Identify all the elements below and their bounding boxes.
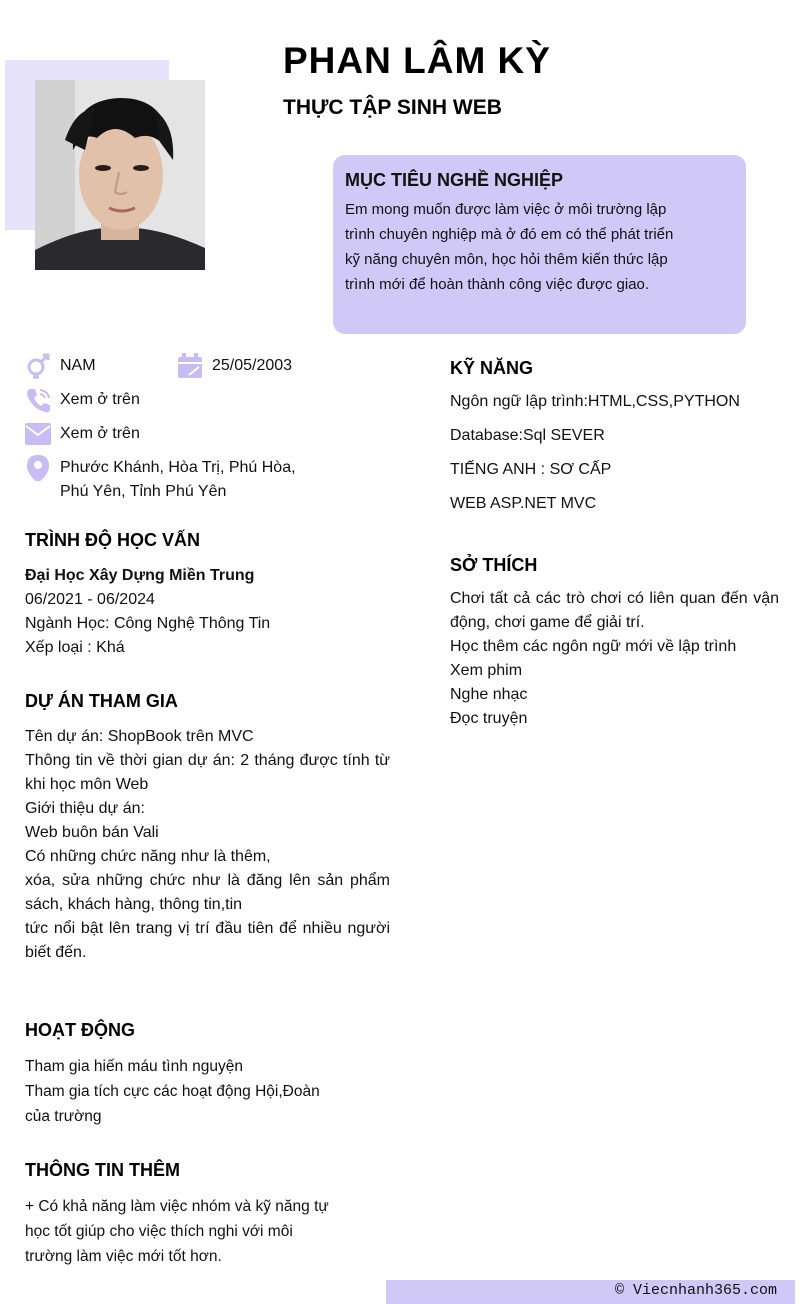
activities-content	[25, 1054, 335, 1129]
project-line-1: Web buôn bán Vali	[25, 824, 159, 841]
address-row	[25, 455, 296, 504]
project-line-4: tức nổi bật lên trang vị trí đầu tiên để nhiều người biết đến.	[25, 920, 390, 961]
hobby-line-1: Chơi tất cả các trò chơi có liên quan đến vận động, chơi game để giải trí.	[450, 590, 779, 631]
phone-icon	[25, 387, 51, 413]
education-content	[25, 564, 395, 660]
hobby-line-5: Đọc truyện	[450, 710, 528, 727]
skills-list	[450, 390, 790, 516]
skill-item: Database:Sql SEVER	[450, 427, 605, 444]
candidate-name: PHAN LÂM KỲ	[283, 40, 551, 81]
objective-box	[333, 155, 746, 334]
activity-line-2: Tham gia tích cực các hoạt động Hội,Đoàn của trường	[25, 1083, 320, 1125]
phone-row	[25, 387, 140, 413]
hobby-line-2: Học thêm các ngôn ngữ mới về lập trình	[450, 638, 737, 655]
footer-copyright[interactable]: © Viecnhanh365.com	[614, 1282, 777, 1299]
skills-title: KỸ NĂNG	[450, 358, 534, 378]
skill-item: Ngôn ngữ lập trình:HTML,CSS,PYTHON	[450, 393, 740, 410]
education-school: Đại Học Xây Dựng Miền Trung	[25, 567, 255, 584]
activity-line-1: Tham gia hiến máu tình nguyện	[25, 1058, 243, 1075]
projects-content	[25, 725, 390, 965]
education-period: 06/2021 - 06/2024	[25, 591, 155, 608]
additional-title: THÔNG TIN THÊM	[25, 1160, 180, 1180]
project-name: Tên dự án: ShopBook trên MVC	[25, 728, 254, 745]
projects-title: DỰ ÁN THAM GIA	[25, 691, 178, 711]
hobby-line-4: Nghe nhạc	[450, 686, 528, 703]
skill-item: WEB ASP.NET MVC	[450, 495, 597, 512]
address-line-2: Phú Yên, Tỉnh Phú Yên	[60, 483, 227, 500]
calendar-icon	[177, 353, 203, 379]
project-intro-label: Giới thiệu dự án:	[25, 800, 145, 817]
birthdate-row	[177, 353, 292, 379]
hobby-line-3: Xem phim	[450, 662, 523, 679]
location-pin-icon	[25, 455, 51, 481]
email-value: Xem ở trên	[60, 425, 140, 442]
project-time: Thông tin về thời gian dự án: 2 tháng được tính từ khi học môn Web	[25, 752, 390, 793]
education-title: TRÌNH ĐỘ HỌC VẤN	[25, 530, 200, 550]
mail-icon	[25, 421, 51, 447]
profile-photo	[35, 80, 205, 270]
activities-title: HOẠT ĐỘNG	[25, 1020, 135, 1040]
phone-value: Xem ở trên	[60, 391, 140, 408]
gender-icon	[25, 353, 51, 379]
objective-title: MỤC TIÊU NGHỀ NGHIỆP	[345, 170, 564, 190]
gender-value: NAM	[60, 357, 96, 374]
gender-row	[25, 353, 96, 379]
project-line-3: xóa, sửa những chức như là đăng lên sản phẩm sách, khách hàng, thông tin,tin	[25, 872, 390, 913]
birthdate-value: 25/05/2003	[212, 357, 293, 374]
additional-text: + Có khả năng làm việc nhóm và kỹ năng tự học tốt giúp cho việc thích nghi với môi trường làm việc mới tốt hơn.	[25, 1198, 329, 1265]
hobbies-title: SỞ THÍCH	[450, 555, 538, 575]
address-value	[60, 455, 296, 504]
education-major: Ngành Học: Công Nghệ Thông Tin	[25, 615, 271, 632]
footer-bar	[386, 1280, 795, 1304]
skill-item: TIẾNG ANH : SƠ CẤP	[450, 461, 612, 478]
education-rank: Xếp loại : Khá	[25, 639, 125, 656]
email-row	[25, 421, 140, 447]
job-title: THỰC TẬP SINH WEB	[283, 96, 502, 119]
project-line-2: Có những chức năng như là thêm,	[25, 848, 271, 865]
objective-text: Em mong muốn được làm việc ở môi trường lập trình chuyên nghiệp mà ở đó em có thể phát triển kỹ năng chuyên môn, học hỏi thêm kiến thức lập trình mới để hoàn thành công việc được giao.	[345, 201, 674, 293]
hobbies-content	[450, 587, 779, 731]
address-line-1: Phước Khánh, Hòa Trị, Phú Hòa,	[60, 459, 296, 476]
